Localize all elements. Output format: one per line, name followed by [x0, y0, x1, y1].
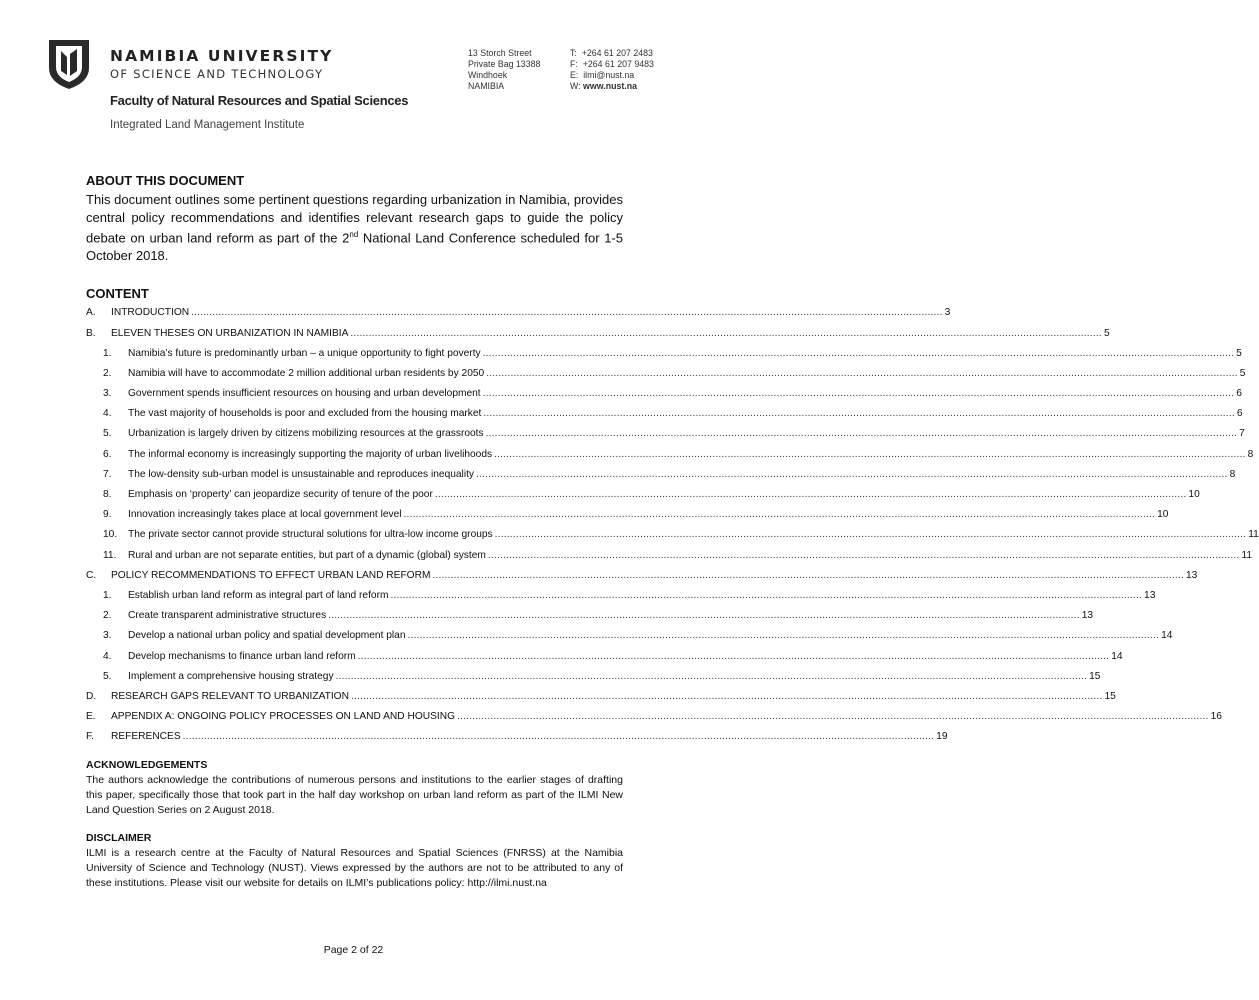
toc-entry[interactable] [86, 404, 1243, 424]
page-number: Page 2 of 22 [323, 944, 384, 956]
contact-label: T: [570, 48, 577, 58]
toc-entry-title: Develop a national urban policy and spatial development plan [128, 630, 406, 642]
toc-entry-page: 15 [1104, 690, 1116, 702]
toc-entry-page: 14 [1161, 630, 1173, 642]
toc-entry-number: 3. [103, 630, 112, 642]
toc-leader-dots [483, 344, 1235, 364]
toc-entry-page: 15 [1089, 670, 1101, 682]
toc-entry[interactable] [86, 626, 1173, 646]
toc-entry-title: RESEARCH GAPS RELEVANT TO URBANIZATION [111, 690, 349, 702]
toc-entry-page: 13 [1185, 569, 1198, 581]
toc-entry-title: The low-density sub-urban model is unsustainable and reproduces inequality [128, 468, 475, 480]
toc-leader-dots [351, 687, 1103, 707]
contact-label: E: [570, 70, 579, 80]
table-of-contents [86, 303, 1259, 747]
acknowledgements-section [86, 758, 623, 818]
about-text-part: This document outlines some pertinent questions regarding urbanization in Namibia, provides central policy recommendations and identifies relevant research gaps to guide the policy debate on urban land reform as part of the 2 [86, 192, 623, 246]
toc-entry-number: 10. [103, 529, 118, 541]
toc-leader-dots [404, 505, 1156, 525]
disclaimer-section [86, 831, 623, 891]
toc-entry-page: 5 [1239, 367, 1246, 379]
toc-entry[interactable] [86, 606, 1094, 626]
toc-leader-dots [191, 303, 943, 323]
toc-leader-dots [336, 667, 1088, 687]
toc-entry-page: 11 [1241, 549, 1253, 561]
address-line: Windhoek [468, 70, 508, 80]
toc-entry-page: 13 [1144, 589, 1156, 601]
toc-leader-dots [328, 606, 1080, 626]
toc-leader-dots [494, 445, 1246, 465]
content-title: CONTENT [86, 286, 149, 302]
toc-entry-title: POLICY RECOMMENDATIONS TO EFFECT URBAN LAND REFORM [111, 569, 431, 581]
about-text [86, 191, 623, 264]
toc-entry[interactable] [86, 424, 1245, 444]
toc-leader-dots [183, 727, 935, 747]
contact-label: W: [570, 81, 581, 91]
toc-entry-number: 1. [103, 589, 112, 601]
toc-entry-title: REFERENCES [111, 731, 181, 743]
toc-entry-title: Create transparent administrative structures [128, 610, 327, 622]
toc-entry-number: 4. [103, 408, 112, 420]
toc-leader-dots [483, 384, 1235, 404]
toc-entry-number: F. [86, 731, 94, 743]
toc-entry-page: 14 [1111, 650, 1123, 662]
toc-entry[interactable] [86, 445, 1254, 465]
toc-entry-page: 5 [1103, 327, 1110, 339]
toc-entry-page: 13 [1081, 610, 1094, 622]
toc-entry-title: Government spends insufficient resources on housing and urban development [128, 388, 481, 400]
toc-entry-number: 2. [103, 610, 112, 622]
toc-entry-title: INTRODUCTION [111, 307, 190, 319]
toc-entry[interactable] [86, 364, 1246, 384]
toc-entry[interactable] [86, 586, 1156, 606]
toc-entry-number: 3. [103, 388, 112, 400]
toc-entry-page: 10 [1157, 509, 1169, 521]
toc-entry-number: 8. [103, 489, 112, 501]
toc-entry-title: Develop mechanisms to finance urban land reform [128, 650, 356, 662]
toc-entry-title: ELEVEN THESES ON URBANIZATION IN NAMIBIA [111, 327, 349, 339]
toc-leader-dots [486, 424, 1238, 444]
toc-entry[interactable] [86, 647, 1123, 667]
toc-leader-dots [495, 525, 1247, 545]
toc-leader-dots [457, 707, 1209, 727]
faculty-name: Faculty of Natural Resources and Spatial Sciences [110, 93, 409, 108]
toc-entry-title: Namibia’s future is predominantly urban – a unique opportunity to fight poverty [128, 347, 481, 359]
contact-value: +264 61 207 2483 [581, 48, 653, 58]
toc-entry-number: 1. [103, 347, 112, 359]
toc-entry-title: APPENDIX A: ONGOING POLICY PROCESSES ON LAND AND HOUSING [111, 711, 456, 723]
toc-entry-page: 5 [1236, 347, 1242, 359]
toc-leader-dots [435, 485, 1187, 505]
postal-address [468, 48, 540, 92]
toc-entry-number: 2. [103, 367, 112, 379]
toc-entry-number: 7. [103, 468, 112, 480]
toc-entry[interactable] [86, 687, 1116, 707]
institute-name: Integrated Land Management Institute [110, 119, 305, 131]
contact-value[interactable]: ilmi@nust.na [583, 70, 635, 80]
toc-entry-page: 11 [1248, 529, 1259, 541]
contact-details [570, 48, 654, 92]
toc-entry-number: C. [86, 569, 97, 581]
document-body [86, 173, 1259, 891]
about-text-part: National Land Conference scheduled for 1-5 October 2018. [86, 230, 623, 263]
toc-leader-dots [488, 546, 1240, 566]
toc-entry[interactable] [86, 546, 1253, 566]
email-line [570, 70, 654, 81]
toc-entry-page: 10 [1188, 489, 1200, 501]
toc-entry-number: D. [86, 690, 97, 702]
website-link[interactable]: www.nust.na [583, 81, 637, 91]
toc-entry-title: Rural and urban are not separate entities, but part of a dynamic (global) system [128, 549, 486, 561]
toc-entry-title: Namibia will have to accommodate 2 million additional urban residents by 2050 [128, 367, 485, 379]
toc-entry-number: A. [86, 307, 96, 319]
disclaimer-text: ILMI is a research centre at the Faculty of Natural Resources and Spatial Sciences (FNRSS) at the Namibia University of Science and Technology (NUST). Views expressed by the authors are not to be attributed to any of these institutions. Please visit our website for details on ILMI’s publications policy: http://ilmi.nust.na [86, 847, 623, 890]
toc-entry[interactable] [86, 485, 1200, 505]
toc-entry-title: The informal economy is increasingly supporting the majority of urban livelihoods [128, 448, 493, 460]
website-line [570, 81, 654, 92]
phone-line [570, 48, 654, 59]
toc-leader-dots [350, 324, 1102, 344]
disclaimer-title: DISCLAIMER [86, 832, 152, 845]
toc-entry[interactable] [86, 525, 1259, 545]
acknowledgements-title: ACKNOWLEDGEMENTS [86, 759, 208, 772]
toc-entry-page: 8 [1229, 468, 1236, 480]
toc-entry[interactable] [86, 465, 1236, 485]
toc-entry-page: 19 [936, 731, 948, 743]
toc-entry-page: 8 [1247, 448, 1254, 460]
toc-entry-number: 4. [103, 650, 112, 662]
toc-leader-dots [408, 626, 1160, 646]
toc-entry-title: Implement a comprehensive housing strategy [128, 670, 334, 682]
toc-leader-dots [486, 364, 1238, 384]
toc-entry-number: B. [86, 327, 96, 339]
toc-entry-title: The private sector cannot provide structural solutions for ultra-low income groups [128, 529, 493, 541]
toc-entry[interactable] [86, 727, 948, 747]
toc-leader-dots [432, 566, 1184, 586]
toc-entry[interactable] [86, 344, 1242, 364]
contact-label: F: [570, 59, 578, 69]
toc-leader-dots [358, 647, 1110, 667]
toc-entry-page: 3 [944, 307, 951, 319]
acknowledgements-text: The authors acknowledge the contributions of numerous persons and institutions to the earlier stages of drafting this paper, specifically those that took part in the half day workshop on urban land reform as part of the ILMI New Land Question Series on 2 August 2018. [86, 774, 623, 817]
toc-entry-number: 5. [103, 670, 112, 682]
toc-entry[interactable] [86, 324, 1110, 344]
toc-entry[interactable] [86, 707, 1222, 727]
toc-entry-number: 6. [103, 448, 112, 460]
toc-leader-dots [476, 465, 1228, 485]
toc-entry-number: 11. [103, 549, 117, 561]
toc-entry[interactable] [86, 384, 1242, 404]
toc-entry-number: 5. [103, 428, 112, 440]
toc-entry-title: The vast majority of households is poor and excluded from the housing market [128, 408, 482, 420]
letterhead [0, 0, 707, 140]
toc-entry-page: 7 [1239, 428, 1245, 440]
contact-value: +264 61 207 9483 [582, 59, 654, 69]
toc-leader-dots [390, 586, 1142, 606]
about-title: ABOUT THIS DOCUMENT [86, 173, 245, 188]
address-line: 13 Storch Street [468, 48, 532, 58]
nust-shield-logo-icon [45, 38, 93, 90]
university-subtitle: OF SCIENCE AND TECHNOLOGY [110, 67, 324, 81]
university-name: NAMIBIA UNIVERSITY [110, 47, 334, 65]
toc-entry-title: Innovation increasingly takes place at local government level [128, 509, 402, 521]
toc-entry[interactable] [86, 667, 1101, 687]
fax-line [570, 59, 654, 70]
toc-entry-number: 9. [103, 509, 112, 521]
toc-entry[interactable] [86, 566, 1198, 586]
toc-entry-page: 6 [1236, 408, 1243, 420]
toc-entry-title: Urbanization is largely driven by citizens mobilizing resources at the grassroots [128, 428, 484, 440]
toc-leader-dots [483, 404, 1235, 424]
toc-entry[interactable] [86, 505, 1169, 525]
toc-entry-number: E. [86, 711, 96, 723]
ordinal-superscript: nd [349, 230, 359, 239]
toc-entry[interactable] [86, 303, 951, 323]
address-line: Private Bag 13388 [468, 59, 541, 69]
toc-entry-page: 16 [1210, 711, 1222, 723]
toc-entry-page: 6 [1236, 388, 1242, 400]
toc-entry-title: Emphasis on ‘property’ can jeopardize security of tenure of the poor [128, 489, 433, 501]
toc-entry-title: Establish urban land reform as integral part of land reform [128, 589, 389, 601]
address-line: NAMIBIA [468, 81, 505, 91]
